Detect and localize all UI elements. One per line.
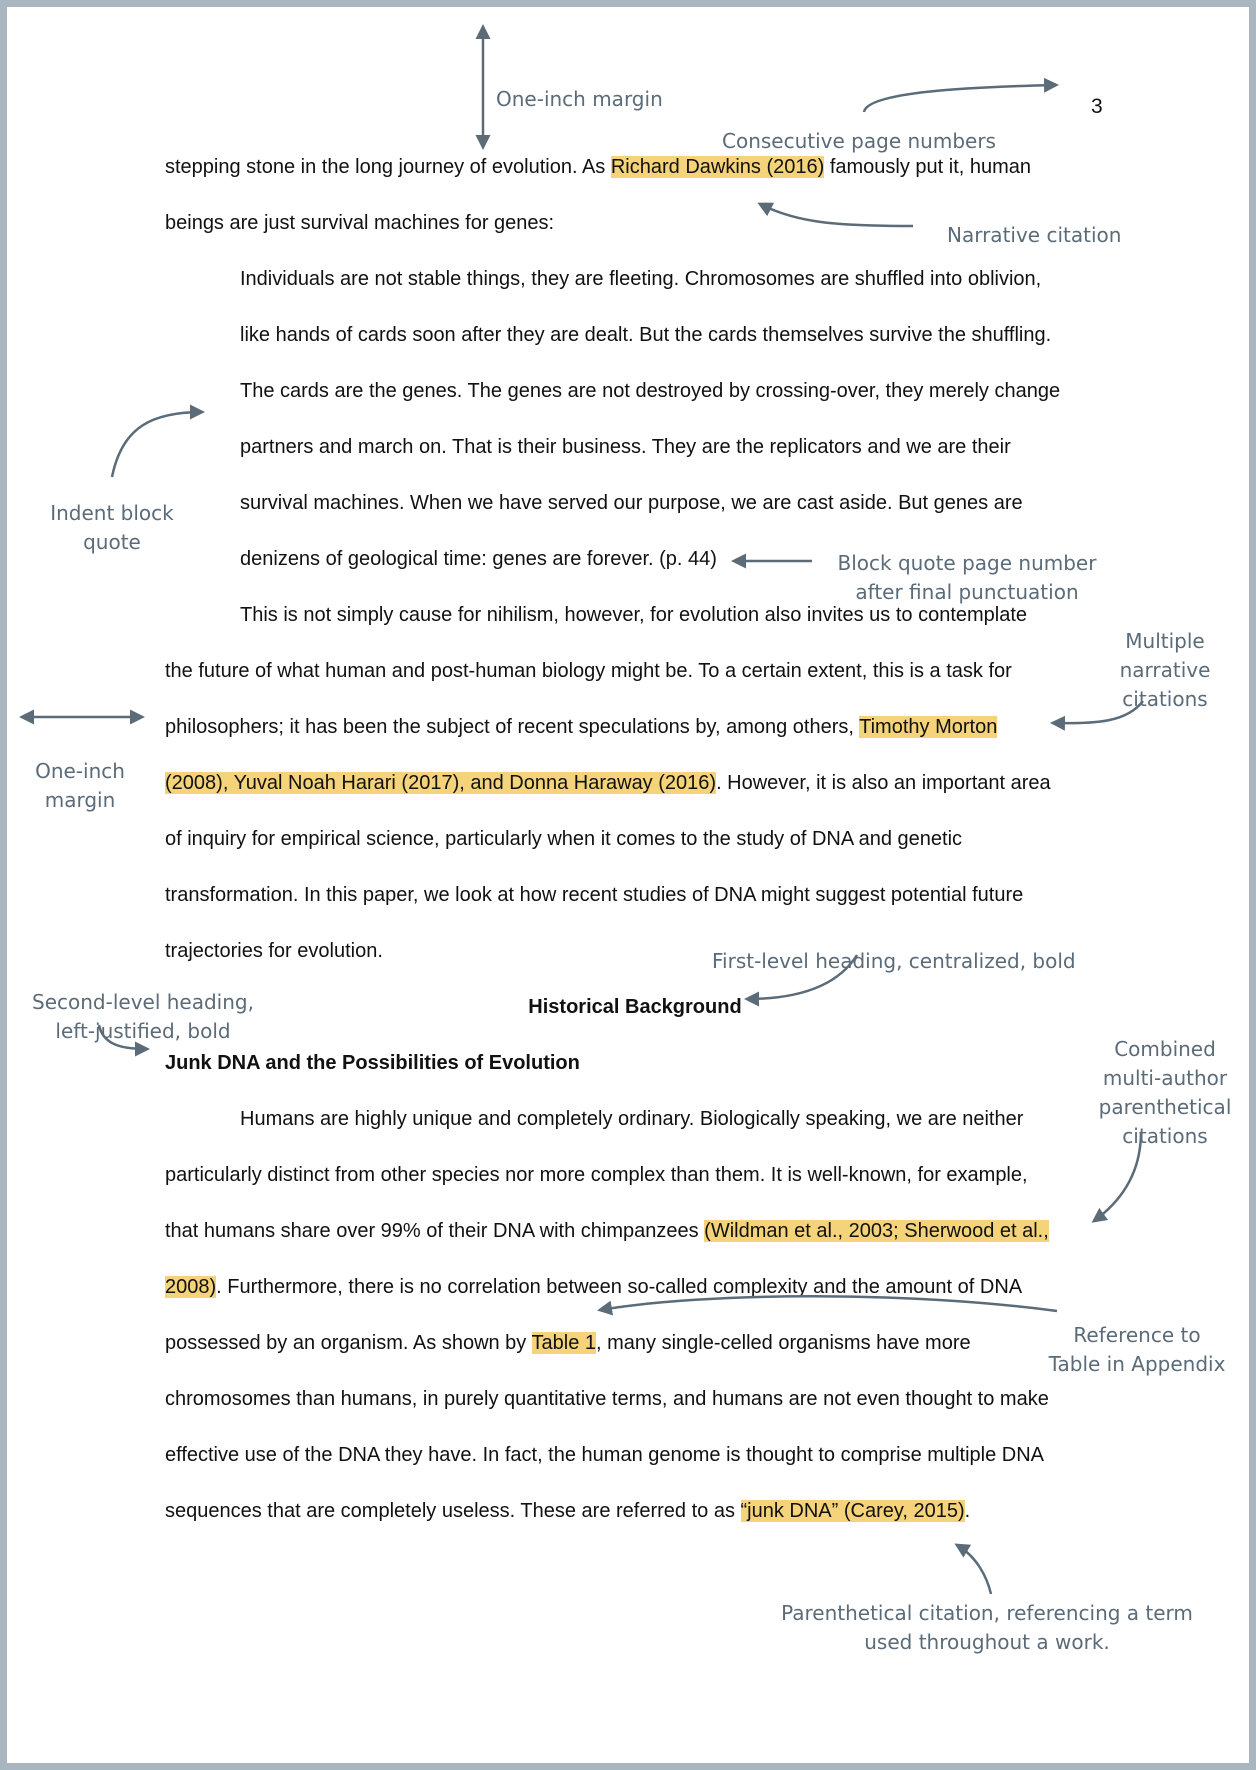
body-line: This is not simply cause for nihilism, however, for evolution also invites us to contemplate: [240, 604, 1028, 626]
annotation-line: Indent block: [50, 501, 174, 525]
text: philosophers; it has been the subject of recent speculations by, among others,: [165, 716, 860, 738]
block-quote-line: survival machines. When we have served our purpose, we are cast aside. But genes are: [240, 492, 1023, 514]
body-line: beings are just survival machines for genes:: [165, 212, 555, 234]
narrative-citation: Richard Dawkins (2016): [610, 156, 825, 178]
combined-arrow: [1094, 1132, 1141, 1221]
annotation-narrative-citation: Narrative citation: [947, 223, 1122, 247]
body-line: effective use of the DNA they have. In fact, the human genome is thought to comprise multiple DNA: [165, 1444, 1044, 1466]
text: . Furthermore, there is no correlation between so-called complexity and the amount of DNA: [216, 1276, 1023, 1298]
body-line: chromosomes than humans, in purely quantitative terms, and humans are not even thought to make: [165, 1388, 1049, 1410]
annotation-line: left-justified, bold: [55, 1019, 231, 1043]
parenthetical-citation: “junk DNA” (Carey, 2015): [740, 1500, 965, 1522]
body-line: the future of what human and post-human biology might be. To a certain extent, this is a task for: [165, 660, 1012, 682]
body-line: transformation. In this paper, we look at how recent studies of DNA might suggest potential future: [165, 884, 1024, 906]
page-number-arrow: [864, 85, 1056, 112]
text: stepping stone in the long journey of evolution. As: [165, 156, 611, 178]
annotation-line: parenthetical: [1098, 1095, 1232, 1119]
annotation-line: Multiple: [1125, 629, 1205, 653]
first-level-arrow: [747, 955, 857, 999]
annotation-line: citations: [1122, 1124, 1208, 1148]
annotation-top-margin: One-inch margin: [496, 87, 663, 111]
narrative-citation: Timothy Morton: [859, 716, 998, 738]
annotation-first-level: First-level heading, centralized, bold: [712, 949, 1076, 973]
block-quote-line: Individuals are not stable things, they are fleeting. Chromosomes are shuffled into oblivion,: [240, 268, 1042, 290]
annotation-arrows: [7, 7, 1249, 1763]
body-line: particularly distinct from other species nor more complex than them. It is well-known, for example,: [165, 1164, 1028, 1186]
body-line: of inquiry for empirical science, particularly when it comes to the study of DNA and genetic: [165, 828, 963, 850]
body-line: trajectories for evolution.: [165, 940, 383, 962]
multiple-narrative-arrow: [1053, 701, 1143, 723]
body-line: Humans are highly unique and completely ordinary. Biologically speaking, we are neither: [240, 1108, 1024, 1130]
annotation-line: One-inch: [35, 759, 125, 783]
narrative-citation: (2008), Yuval Noah Harari (2017), and Donna Haraway (2016): [165, 772, 717, 794]
parenthetical-citation: 2008): [165, 1276, 217, 1298]
first-level-heading: Historical Background: [528, 996, 742, 1018]
text: , many single-celled organisms have more: [596, 1332, 971, 1354]
text: that humans share over 99% of their DNA with chimpanzees: [165, 1220, 705, 1242]
document-page: [7, 7, 1249, 1763]
annotation-page-numbers: Consecutive page numbers: [722, 129, 996, 153]
parenthetical-term-arrow: [957, 1545, 991, 1594]
annotation-line: multi-author: [1102, 1066, 1228, 1090]
annotation-line: Combined: [1114, 1037, 1216, 1061]
annotation-line: Parenthetical citation, referencing a term: [781, 1601, 1193, 1625]
annotation-line: citations: [1122, 687, 1208, 711]
annotation-line: narrative: [1119, 658, 1211, 682]
annotation-line: Block quote page number: [837, 551, 1097, 575]
annotation-line: used throughout a work.: [864, 1630, 1110, 1654]
annotation-line: margin: [44, 788, 116, 812]
block-quote-line: partners and march on. That is their business. They are the replicators and we are their: [240, 436, 1011, 458]
block-quote-line: like hands of cards soon after they are dealt. But the cards themselves survive the shuffling.: [240, 324, 1052, 346]
block-quote-line: The cards are the genes. The genes are not destroyed by crossing-over, they merely change: [240, 380, 1061, 402]
indent-block-arrow: [112, 412, 202, 477]
narrative-citation-arrow: [760, 204, 913, 226]
annotation-line: after final punctuation: [855, 580, 1079, 604]
second-level-heading: Junk DNA and the Possibilities of Evolution: [165, 1052, 580, 1074]
annotation-line: Table in Appendix: [1048, 1352, 1226, 1376]
annotation-line: quote: [83, 530, 141, 554]
reference-table-arrow: [600, 1296, 1057, 1311]
text: . However, it is also an important area: [716, 772, 1051, 794]
annotation-line: Second-level heading,: [32, 990, 254, 1014]
table-reference: Table 1: [531, 1332, 597, 1354]
text: possessed by an organism. As shown by: [165, 1332, 532, 1354]
text: .: [964, 1500, 971, 1522]
text: famously put it, human: [824, 156, 1032, 178]
page-number: 3: [1091, 95, 1103, 118]
block-quote-line: denizens of geological time: genes are forever. (p. 44): [240, 548, 717, 570]
text: sequences that are completely useless. These are referred to as: [165, 1500, 741, 1522]
annotation-line: Reference to: [1073, 1323, 1201, 1347]
parenthetical-citation: (Wildman et al., 2003; Sherwood et al.,: [704, 1220, 1049, 1242]
second-level-arrow: [99, 1025, 147, 1049]
